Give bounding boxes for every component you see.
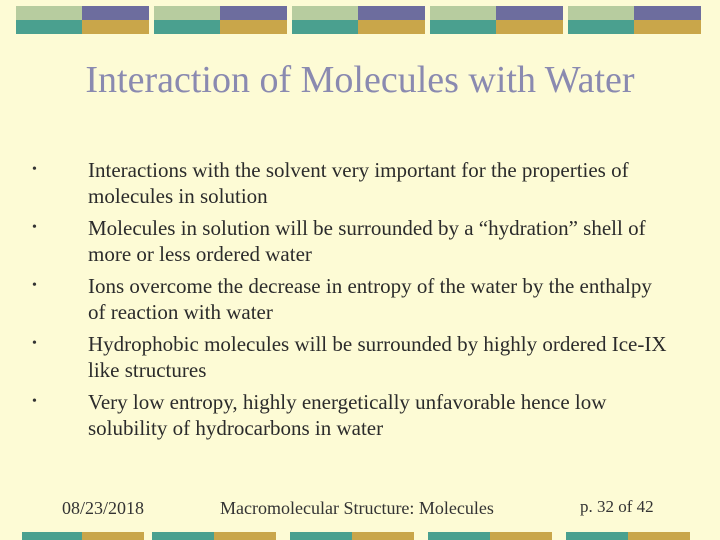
bullet-dot: • bbox=[32, 336, 37, 351]
bullet-dot: • bbox=[32, 162, 37, 177]
footer-title: Macromolecular Structure: Molecules bbox=[220, 498, 494, 518]
decor-strip bbox=[490, 532, 552, 540]
page-number: p. 32 of 42 bbox=[580, 497, 654, 516]
bullet-text: Ions overcome the decrease in entropy of the water by the enthalpy of reaction with water bbox=[88, 274, 652, 324]
bullet-text: Interactions with the solvent very important for the properties of molecules in solution bbox=[88, 158, 629, 208]
decor-strip bbox=[628, 532, 690, 540]
slide-title: Interaction of Molecules with Water bbox=[85, 59, 635, 101]
decor-strip bbox=[22, 532, 82, 540]
decor-block bbox=[154, 6, 287, 34]
bullet-text: Hydrophobic molecules will be surrounded by highly ordered Ice-IX like structures bbox=[88, 332, 667, 382]
bullet-item bbox=[30, 331, 670, 383]
bullet-item bbox=[30, 389, 670, 441]
decor-strip bbox=[214, 532, 276, 540]
decor-strip bbox=[290, 532, 352, 540]
decor-strip bbox=[152, 532, 214, 540]
bullet-dot: • bbox=[32, 220, 37, 235]
decor-strip bbox=[82, 532, 144, 540]
decor-block bbox=[568, 6, 701, 34]
bullet-text: Very low entropy, highly energetically unfavorable hence low solubility of hydrocarbons in water bbox=[88, 390, 607, 440]
bullet-list bbox=[30, 157, 670, 447]
decor-strip bbox=[428, 532, 490, 540]
bottom-decorative-band bbox=[0, 532, 720, 540]
decor-strip bbox=[352, 532, 414, 540]
bullet-item bbox=[30, 157, 670, 209]
footer-date: 08/23/2018 bbox=[62, 498, 145, 518]
bullet-dot: • bbox=[32, 394, 37, 409]
decor-block bbox=[16, 6, 149, 34]
bullet-text: Molecules in solution will be surrounded by a “hydration” shell of more or less ordered water bbox=[88, 216, 646, 266]
top-decorative-band bbox=[0, 6, 720, 34]
bullet-dot: • bbox=[32, 278, 37, 293]
decor-block bbox=[292, 6, 425, 34]
decor-strip bbox=[566, 532, 628, 540]
bullet-item bbox=[30, 273, 670, 325]
bullet-item bbox=[30, 215, 670, 267]
decor-block bbox=[430, 6, 563, 34]
